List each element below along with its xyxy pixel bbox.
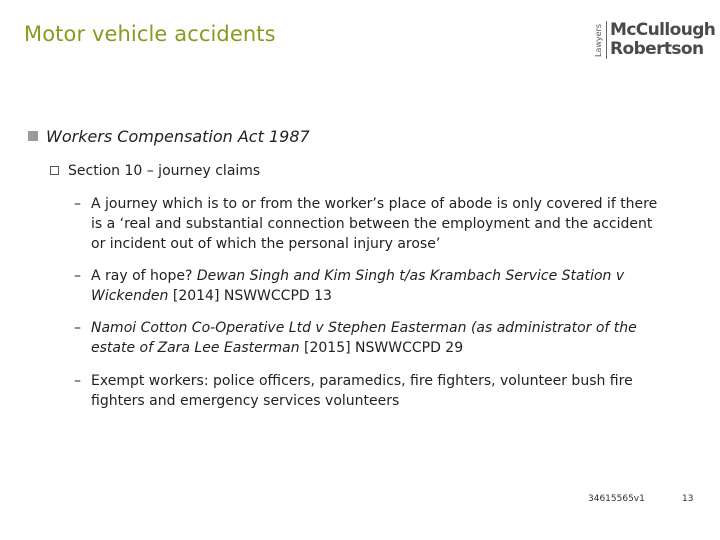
footer-page-number: 13 [682,494,694,504]
firm-logo [594,20,716,60]
sub-item-text [91,318,671,358]
sub-item-text: Exempt workers: police officers, paramedics, fire fighters, volunteer bush fire fighters and emergency services volunteers [91,373,633,409]
slide-title: Motor vehicle accidents [24,22,276,46]
square-bullet-icon [28,131,38,141]
case-name: Namoi Cotton Co-Operative Ltd v Stephen Easterman (as administrator of the estate of Zara Lee Easterman [91,320,637,356]
citation: [2015] NSWWCCPD 29 [299,340,464,356]
sub-item-text: A journey which is to or from the worker’s place of abode is only covered if there is a ‘real and substantial connection between the employment and the accident or incident out of which the personal injury arose’ [91,196,658,252]
case-name: Dewan Singh and Kim Singh t/as Krambach Service Station v Wickenden [91,268,625,304]
logo-divider [606,21,607,59]
logo-side-text: Lawyers [594,23,603,57]
sub-item-text [91,266,671,306]
citation: [2014] NSWWCCPD 13 [168,288,332,304]
dash-bullet-icon: – [74,196,81,212]
sub-item-prefix: A ray of hope? [91,268,197,284]
dash-bullet-icon: – [74,268,81,284]
dash-bullet-icon: – [74,320,81,336]
dash-bullet-icon: – [74,373,81,389]
hollow-square-bullet-icon [50,166,59,175]
bullet-level-2-text: Section 10 – journey claims [68,163,261,179]
logo-line-1: McCullough [610,20,716,40]
logo-line-2: Robertson [610,39,704,59]
footer-doc-code: 34615565v1 [588,494,645,504]
bullet-level-1-text: Workers Compensation Act 1987 [46,127,310,146]
